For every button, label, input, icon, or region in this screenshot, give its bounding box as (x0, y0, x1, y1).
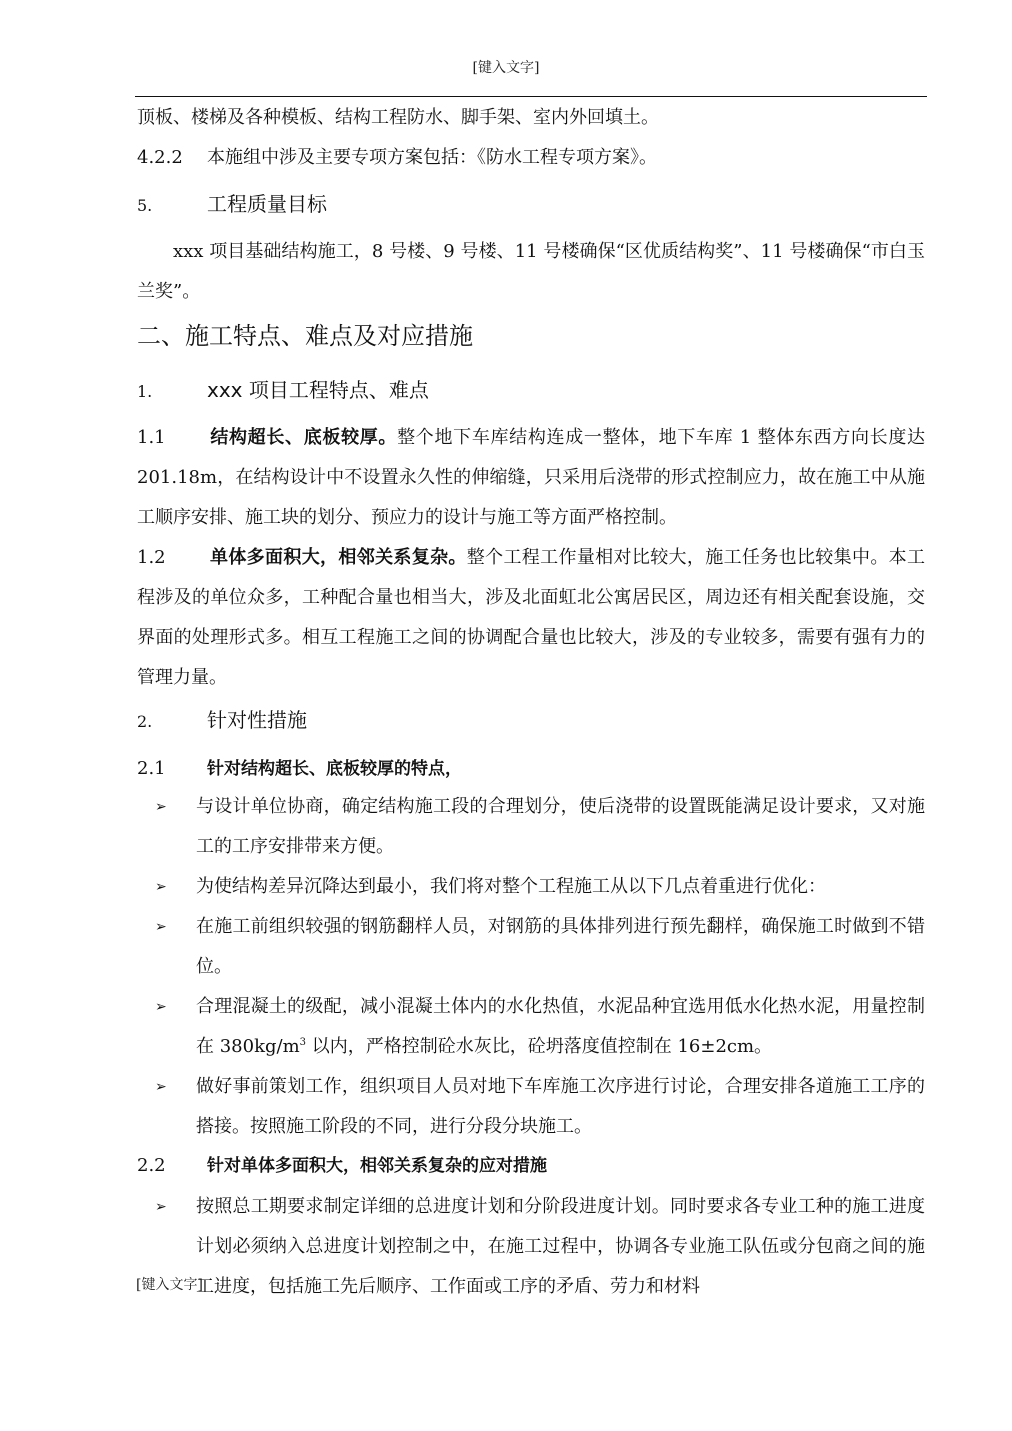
bullet-item (196, 987, 925, 1067)
section-4-2-2-text: 本施组中涉及主要专项方案包括：《防水工程专项方案》。 (207, 147, 657, 168)
section-1-1-paragraph (137, 418, 925, 538)
bullet-arrow-icon: ➢ (155, 999, 167, 1015)
bullet-item (196, 907, 925, 987)
section-1-1-number: 1.1 (137, 427, 166, 448)
section-4-2-2-number: 4.2.2 (137, 147, 183, 168)
bullet-text: 合理混凝土的级配，减小混凝土体内的水化热值，水泥品种宜选用低水化热水泥，用量控制在 380kg/m (196, 996, 925, 1057)
page-header: [键入文字] (472, 60, 540, 76)
bullet-arrow-icon: ➢ (155, 1199, 167, 1215)
section-2-title: 针对性措施 (207, 708, 307, 732)
section-1-title: xxx 项目工程特点、难点 (207, 378, 429, 402)
header-divider (135, 96, 927, 97)
bullet-item (196, 1187, 925, 1307)
section-5-paragraph (137, 232, 925, 312)
section-1-2-text: 整个工程工作量相对比较大，施工任务也比较集中。本工程涉及的单位众多，工种配合量也相当大，涉及北面虹北公寓居民区，周边还有相关配套设施，交界面的处理形式多。相互工程施工之间的协调配合量也比较大，涉及的专业较多，需要有强有力的管理力量。 (137, 547, 925, 688)
bullet-text: 在施工前组织较强的钢筋翻样人员，对钢筋的具体排列进行预先翻样，确保施工时做到不错位。 (196, 916, 925, 977)
continuation-line: 顶板、楼梯及各种模板、结构工程防水、脚手架、室内外回填土。 (137, 107, 659, 128)
bullet-arrow-icon: ➢ (155, 799, 167, 815)
bullet-arrow-icon: ➢ (155, 1079, 167, 1095)
section-1-2-paragraph (137, 538, 925, 698)
section-1-1-bold: 结构超长、底板较厚。 (209, 427, 398, 448)
bullet-item (196, 867, 925, 907)
bullet-text-continued: 以内，严格控制砼水灰比，砼坍落度值控制在 16±2cm。 (306, 1036, 773, 1057)
bullet-text: 按照总工期要求制定详细的总进度计划和分阶段进度计划。同时要求各专业工种的施工进度计划必须纳入总进度计划控制之中，在施工过程中，协调各专业施工队伍或分包商之间的施工进度，包括施工先后顺序、工作面或工序的矛盾、劳力和材料 (196, 1196, 925, 1297)
section-1-2-bold: 单体多面积大，相邻关系复杂。 (209, 547, 467, 568)
section-2-1-number: 2.1 (137, 758, 166, 779)
section-5-number: 5. (137, 196, 153, 215)
section-1-number: 1. (137, 382, 153, 401)
section-2-number: 2. (137, 712, 153, 731)
chapter-two-heading: 二、施工特点、难点及对应措施 (137, 322, 473, 350)
section-2-1-title: 针对结构超长、底板较厚的特点， (207, 759, 462, 779)
section-2-2-title: 针对单体多面积大，相邻关系复杂的应对措施 (207, 1156, 547, 1176)
bullet-text: 做好事前策划工作，组织项目人员对地下车库施工次序进行讨论，合理安排各道施工工序的搭接。按照施工阶段的不同，进行分段分块施工。 (196, 1076, 925, 1137)
page-footer: [键入文字] (136, 1277, 203, 1293)
section-5-title: 工程质量目标 (207, 192, 327, 216)
section-1-1-text: 整个地下车库结构连成一整体，地下车库 1 整体东西方向长度达 201.18m，在结构设计中不设置永久性的伸缩缝，只采用后浇带的形式控制应力，故在施工中从施工顺序安排、施工块的划分、预应力的设计与施工等方面严格控制。 (137, 427, 925, 528)
bullet-item (196, 1067, 925, 1147)
section-5-text: xxx 项目基础结构施工，8 号楼、9 号楼、11 号楼确保“区优质结构奖”、11 号楼确保“市白玉兰奖”。 (137, 241, 925, 302)
bullet-arrow-icon: ➢ (155, 879, 167, 895)
bullet-text: 与设计单位协商，确定结构施工段的合理划分，使后浇带的设置既能满足设计要求，又对施工的工序安排带来方便。 (196, 796, 925, 857)
superscript-exponent: 3 (299, 1037, 307, 1048)
section-2-2-number: 2.2 (137, 1155, 166, 1176)
section-1-2-number: 1.2 (137, 547, 166, 568)
bullet-arrow-icon: ➢ (155, 919, 167, 935)
bullet-item (196, 787, 925, 867)
bullet-text: 为使结构差异沉降达到最小，我们将对整个工程施工从以下几点着重进行优化： (196, 876, 826, 897)
